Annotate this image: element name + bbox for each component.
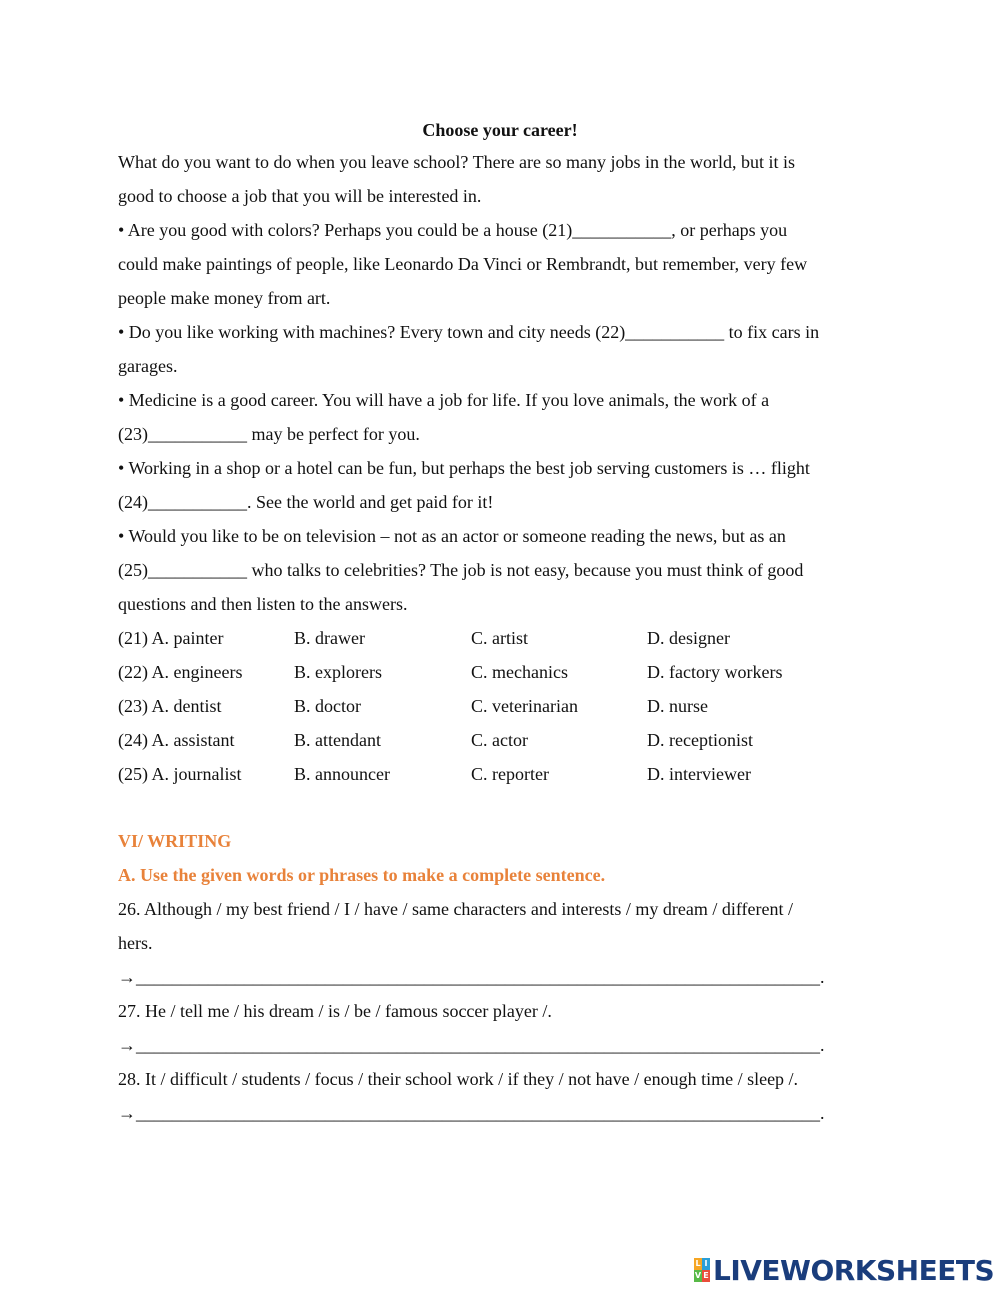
reading-line: people make money from art.: [118, 288, 331, 308]
reading-line: What do you want to do when you leave school? There are so many jobs in the world, but it is: [118, 152, 796, 172]
logo-text: LIVEWORKSHEETS: [713, 1253, 995, 1287]
option-25-d[interactable]: D. interviewer: [647, 764, 751, 784]
reading-line: • Would you like to be on television – not as an actor or someone reading the news, but as an: [118, 526, 786, 546]
option-23-b[interactable]: B. doctor: [294, 696, 361, 716]
reading-line-q24: (24)___________. See the world and get paid for it!: [118, 492, 494, 512]
option-23-d[interactable]: D. nurse: [647, 696, 708, 716]
option-24-b[interactable]: B. attendant: [294, 730, 381, 750]
option-21-b[interactable]: B. drawer: [294, 628, 365, 648]
reading-line-q22: • Do you like working with machines? Every town and city needs (22)___________ to fix cars in: [118, 322, 820, 342]
reading-line: • Medicine is a good career. You will have a job for life. If you love animals, the work of a: [118, 390, 770, 410]
option-21-c[interactable]: C. artist: [471, 628, 528, 648]
option-24-d[interactable]: D. receptionist: [647, 730, 753, 750]
arrow-icon: →: [118, 967, 136, 987]
option-23-c[interactable]: C. veterinarian: [471, 696, 578, 716]
option-22-d[interactable]: D. factory workers: [647, 662, 783, 682]
option-23-a[interactable]: (23) A. dentist: [118, 696, 222, 716]
option-22-c[interactable]: C. mechanics: [471, 662, 568, 682]
arrow-icon: →: [118, 1103, 136, 1123]
option-22-b[interactable]: B. explorers: [294, 662, 382, 682]
option-22-a[interactable]: (22) A. engineers: [118, 662, 243, 682]
reading-line: could make paintings of people, like Leonardo Da Vinci or Rembrandt, but remember, very few: [118, 254, 808, 274]
reading-line-q25: (25)___________ who talks to celebrities? The job is not easy, because you must think of good: [118, 560, 804, 580]
logo-badge-letter: I: [702, 1258, 710, 1270]
question-27: 27. He / tell me / his dream / is / be / famous soccer player /.: [118, 1001, 552, 1021]
writing-instruction: A. Use the given words or phrases to make a complete sentence.: [118, 865, 606, 885]
logo-badge-letter: V: [694, 1271, 702, 1280]
liveworksheets-logo: [694, 1254, 994, 1286]
reading-line: garages.: [118, 356, 178, 376]
reading-title: Choose your career!: [422, 120, 578, 140]
reading-line-q23: (23)___________ may be perfect for you.: [118, 424, 420, 444]
option-25-a[interactable]: (25) A. journalist: [118, 764, 242, 784]
reading-line: good to choose a job that you will be interested in.: [118, 186, 482, 206]
question-26: 26. Although / my best friend / I / have / same characters and interests / my dream / different /: [118, 899, 793, 919]
reading-line-q21: • Are you good with colors? Perhaps you could be a house (21)___________, or perhaps you: [118, 220, 788, 240]
logo-badge-letter: L: [695, 1259, 701, 1268]
logo-badge-icon: [694, 1258, 710, 1282]
answer-blank[interactable]: ____________________________________________________________________________.: [136, 1035, 825, 1055]
answer-line-28[interactable]: [118, 1100, 825, 1126]
answer-line-26[interactable]: [118, 964, 825, 990]
answer-line-27[interactable]: [118, 1032, 825, 1058]
logo-badge-letter: E: [703, 1271, 709, 1280]
writing-heading: VI/ WRITING: [118, 831, 232, 851]
question-26-cont: hers.: [118, 933, 153, 953]
answer-blank[interactable]: ____________________________________________________________________________.: [136, 967, 825, 987]
answer-blank[interactable]: ____________________________________________________________________________.: [136, 1103, 825, 1123]
option-24-c[interactable]: C. actor: [471, 730, 528, 750]
option-21-a[interactable]: (21) A. painter: [118, 628, 224, 648]
option-25-b[interactable]: B. announcer: [294, 764, 390, 784]
question-28: 28. It / difficult / students / focus / their school work / if they / not have / enough time / sleep /.: [118, 1069, 799, 1089]
option-24-a[interactable]: (24) A. assistant: [118, 730, 235, 750]
option-21-d[interactable]: D. designer: [647, 628, 730, 648]
arrow-icon: →: [118, 1035, 136, 1055]
option-25-c[interactable]: C. reporter: [471, 764, 549, 784]
reading-line: • Working in a shop or a hotel can be fun, but perhaps the best job serving customers is … flight: [118, 458, 810, 478]
reading-line: questions and then listen to the answers.: [118, 594, 408, 614]
